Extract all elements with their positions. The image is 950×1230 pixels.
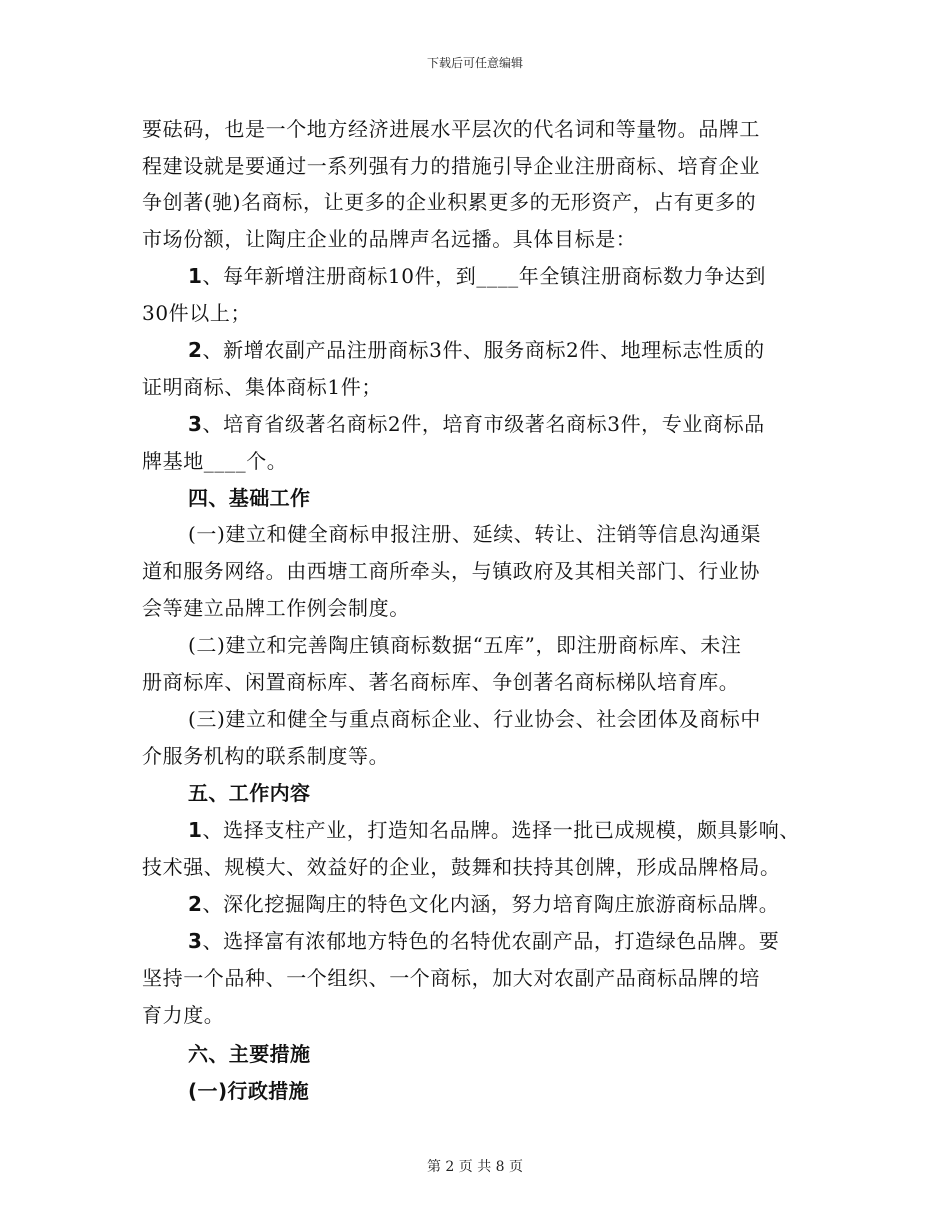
page-footer: 第 2 页 共 8 页 <box>426 1159 524 1175</box>
item-text: 、新增农副产品注册商标3件、服务商标2件、地理标志性质的 <box>202 338 765 362</box>
item-text: 、培育省级著名商标2件，培育市级著名商标3件，专业商标品 <box>202 412 765 436</box>
paragraph-line: 要砝码，也是一个地方经济进展水平层次的代名词和等量物。品牌工 <box>142 117 760 141</box>
paragraph-line: 牌基地____个。 <box>142 449 288 473</box>
item-number: 1 <box>188 818 203 842</box>
item-number: 3 <box>188 929 203 953</box>
goal-item-3 <box>188 411 765 437</box>
paragraph-line: 介服务机构的联系制度等。 <box>142 744 390 768</box>
paragraph-line: (二)建立和完善陶庄镇商标数据“五库”，即注册商标库、未注 <box>188 633 742 657</box>
work-item-3 <box>188 928 779 954</box>
item-text: 、每年新增注册商标10件，到____年全镇注册商标数力争达到 <box>202 264 766 288</box>
paragraph-line: 程建设就是要通过一系列强有力的措施引导企业注册商标、培育企业 <box>142 154 760 178</box>
work-item-2 <box>188 891 779 917</box>
paragraph-line: 坚持一个品种、一个组织、一个商标，加大对农副产品商标品牌的培 <box>142 966 760 990</box>
paragraph-line: 争创著(驰)名商标，让更多的企业积累更多的无形资产，占有更多的 <box>142 190 757 214</box>
paragraph-line: 30件以上； <box>142 301 252 325</box>
goal-item-1 <box>188 263 766 289</box>
item-number: 1 <box>188 264 203 288</box>
paragraph-line: 道和服务网络。由西塘工商所牵头，与镇政府及其相关部门、行业协 <box>142 559 760 583</box>
paragraph-line: (三)建立和健全与重点商标企业、行业协会、社会团体及商标中 <box>188 707 762 731</box>
item-text: 、选择支柱产业，打造知名品牌。选择一批已成规模，颇具影响、 <box>202 818 800 842</box>
work-item-1 <box>188 817 800 843</box>
paragraph-line: 育力度。 <box>142 1003 225 1027</box>
section-heading-4: 四、基础工作 <box>188 486 311 510</box>
paragraph-line: (一)建立和健全商标申报注册、延续、转让、注销等信息沟通渠 <box>188 522 762 546</box>
paragraph-line: 技术强、规模大、效益好的企业，鼓舞和扶持其创牌，形成品牌格局。 <box>142 855 781 879</box>
section-heading-5: 五、工作内容 <box>188 781 311 805</box>
item-text: 、深化挖掘陶庄的特色文化内涵，努力培育陶庄旅游商标品牌。 <box>202 892 780 916</box>
paragraph-line: 市场份额，让陶庄企业的品牌声名远播。具体目标是： <box>142 227 637 251</box>
page-header: 下载后可任意编辑 <box>426 56 523 70</box>
paragraph-line: 证明商标、集体商标1件； <box>142 375 382 399</box>
section-heading-6: 六、主要措施 <box>188 1042 311 1066</box>
paragraph-line: 册商标库、闲置商标库、著名商标库、争创著名商标梯队培育库。 <box>142 670 740 694</box>
item-number: 3 <box>188 412 203 436</box>
subsection-heading: (一)行政措施 <box>188 1079 310 1103</box>
goal-item-2 <box>188 337 765 363</box>
item-text: 、选择富有浓郁地方特色的名特优农副产品，打造绿色品牌。要 <box>202 929 780 953</box>
paragraph-line: 会等建立品牌工作例会制度。 <box>142 596 410 620</box>
item-number: 2 <box>188 338 203 362</box>
item-number: 2 <box>188 892 203 916</box>
